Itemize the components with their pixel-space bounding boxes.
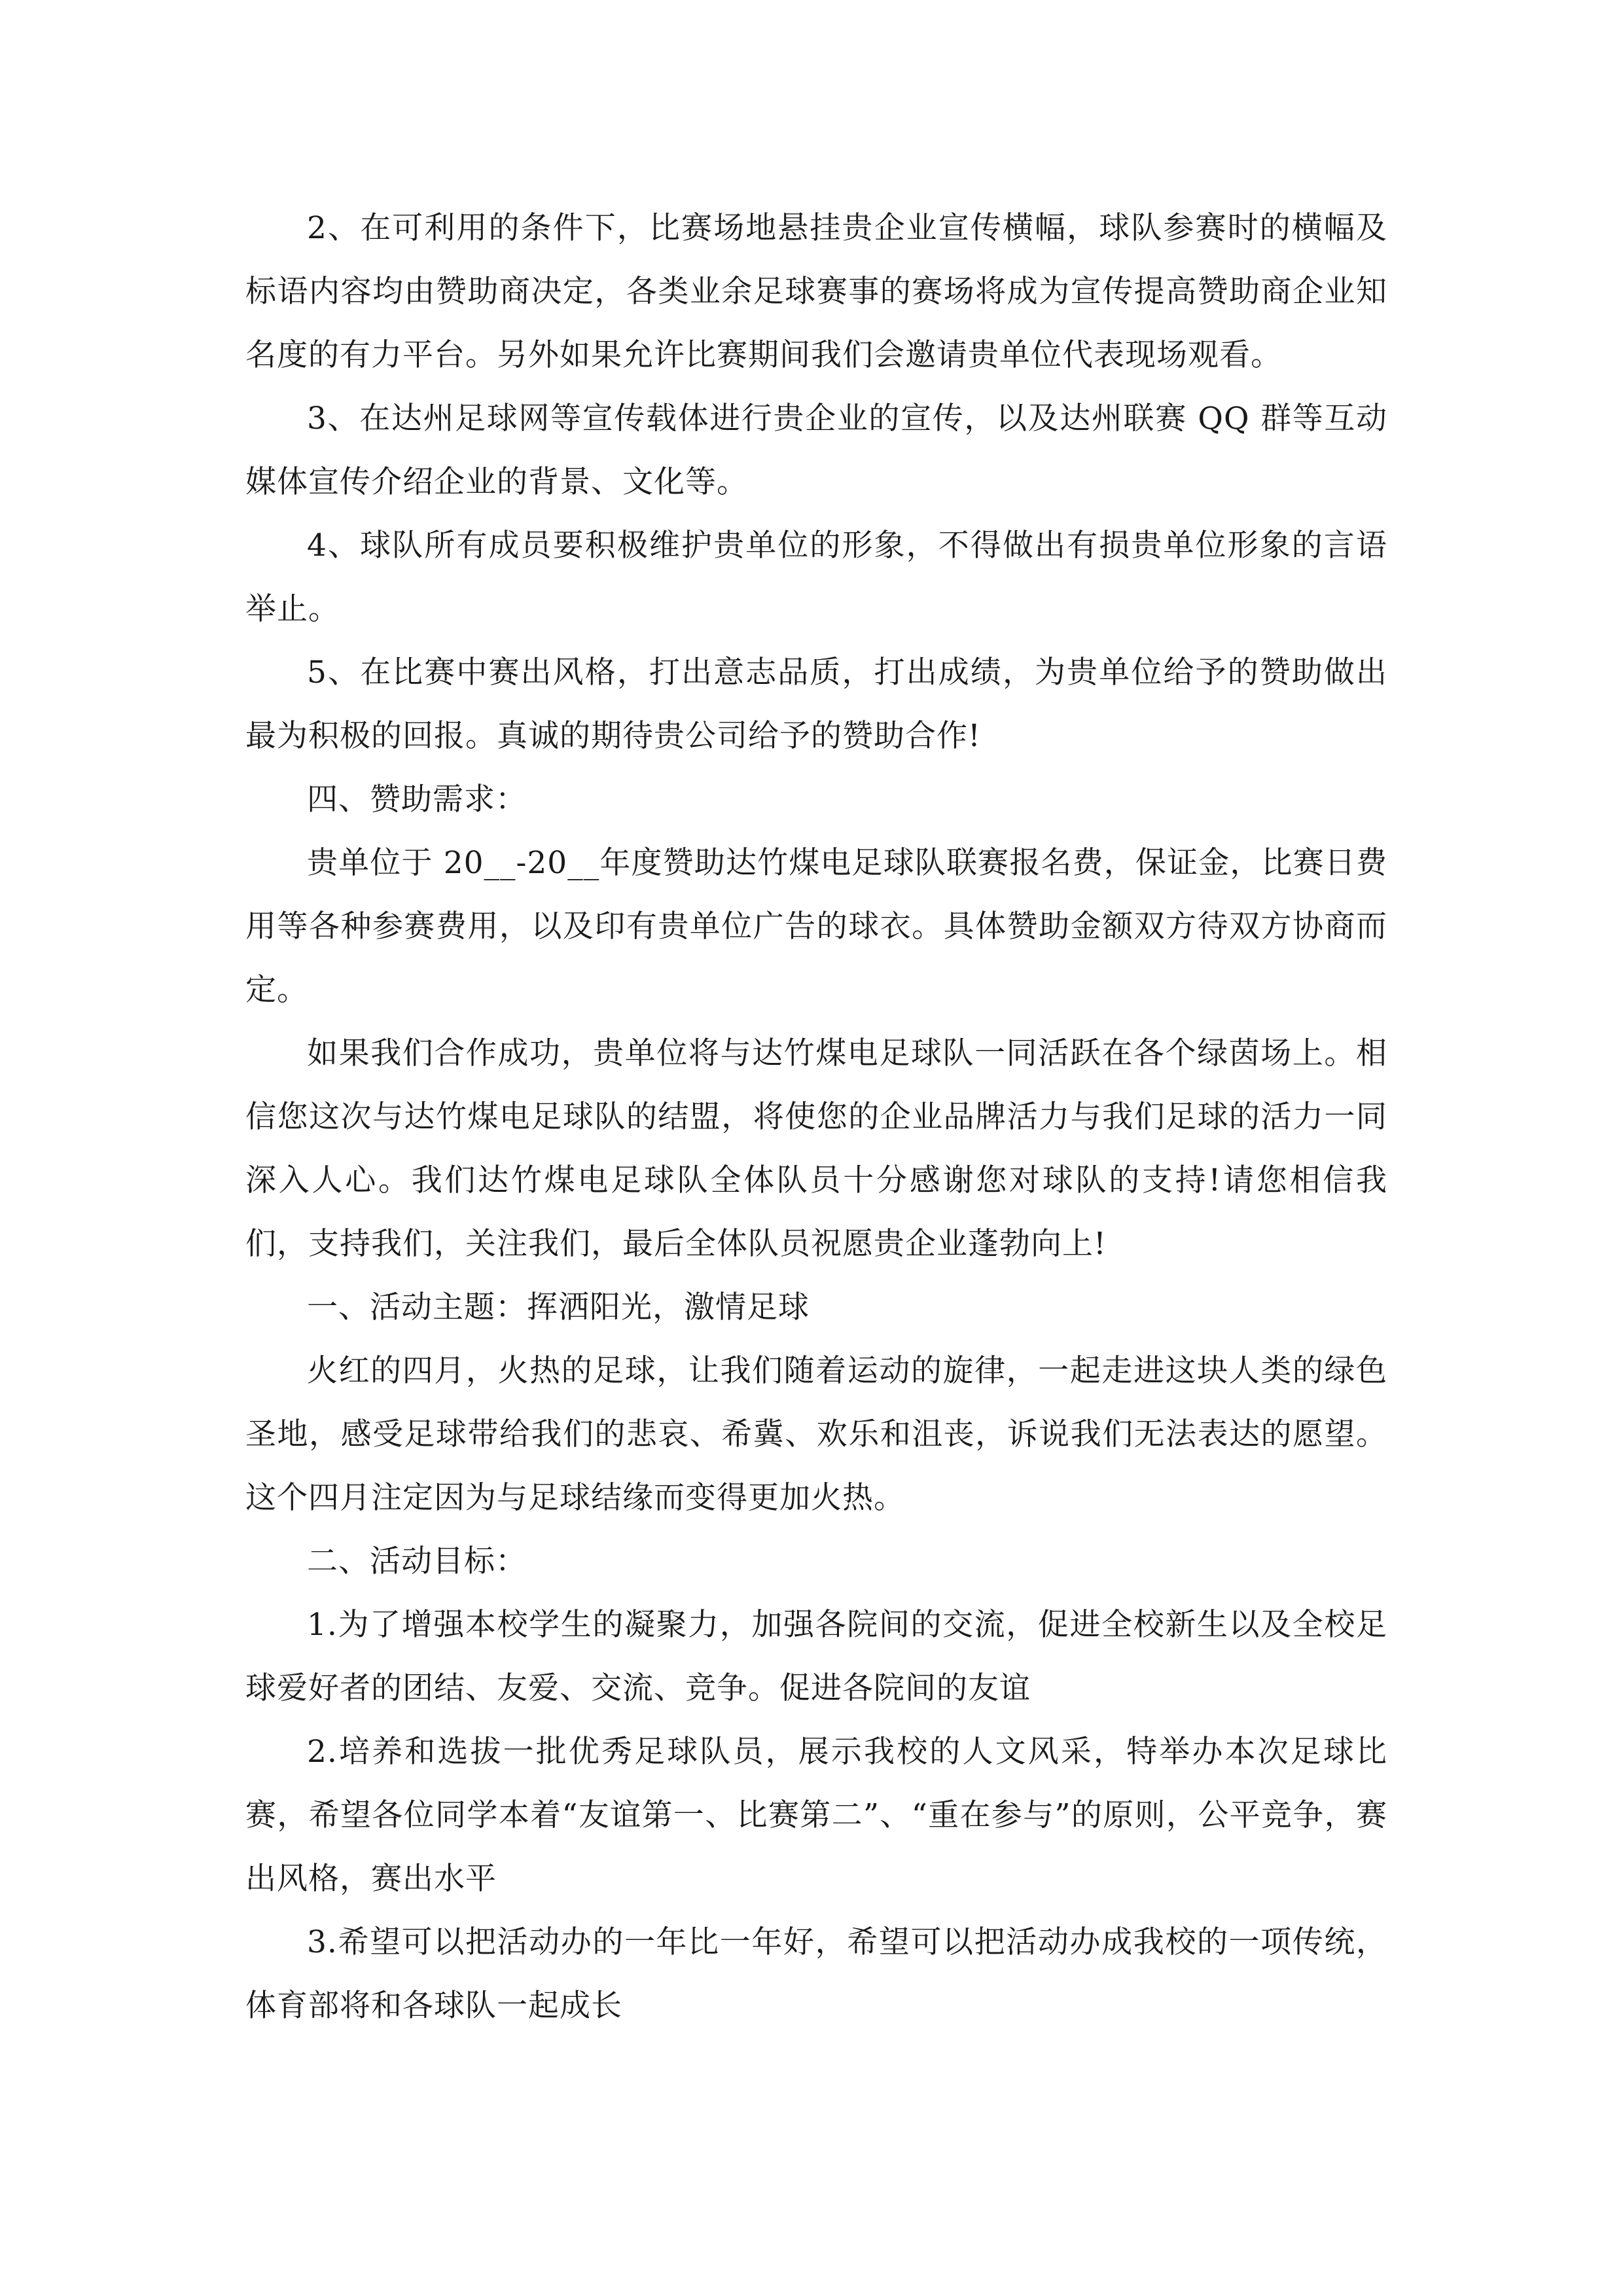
paragraph-activity-intro: 火红的四月，火热的足球，让我们随着运动的旋律，一起走进这块人类的绿色圣地，感受足球带给我们的悲哀、希冀、欢乐和沮丧，诉说我们无法表达的愿望。这个四月注定因为与足球结缘而变得更加火热。 (245, 1353, 1387, 1516)
paragraph-sponsor-image: 4、球队所有成员要积极维护贵单位的形象，不得做出有损贵单位形象的言语举止。 (245, 528, 1387, 627)
paragraph-sponsor-performance: 5、在比赛中赛出风格，打出意志品质，打出成绩，为贵单位给予的赞助做出最为积极的回报。真诚的期待贵公司给予的赞助合作! (245, 655, 1387, 754)
paragraph-goal-2: 2.培养和选拔一批优秀足球队员，展示我校的人文风采，特举办本次足球比赛，希望各位同学本着“友谊第一、比赛第二”、“重在参与”的原则，公平竞争，赛出风格，赛出水平 (245, 1734, 1387, 1897)
paragraph-goal-1: 1.为了增强本校学生的凝聚力，加强各院间的交流，促进全校新生以及全校足球爱好者的团结、友爱、交流、竞争。促进各院间的友谊 (245, 1607, 1387, 1706)
document-page (245, 196, 1387, 2037)
section-heading-sponsor-needs: 四、赞助需求： (307, 781, 527, 817)
paragraph-sponsor-promotion: 3、在达州足球网等宣传载体进行贵企业的宣传，以及达州联赛 QQ 群等互动媒体宣传介绍企业的背景、文化等。 (245, 401, 1387, 500)
section-heading-activity-theme: 一、活动主题：挥洒阳光，激情足球 (307, 1289, 810, 1325)
paragraph-goal-3: 3.希望可以把活动办的一年比一年好，希望可以把活动办成我校的一项传统，体育部将和各球队一起成长 (245, 1924, 1387, 2024)
section-heading-activity-goals: 二、活动目标： (307, 1543, 527, 1579)
paragraph-sponsor-banner: 2、在可利用的条件下，比赛场地悬挂贵企业宣传横幅，球队参赛时的横幅及标语内容均由赞助商决定，各类业余足球赛事的赛场将成为宣传提高赞助商企业知名度的有力平台。另外如果允许比赛期间我们会邀请贵单位代表现场观看。 (245, 210, 1387, 373)
paragraph-sponsor-needs: 贵单位于 20__-20__年度赞助达竹煤电足球队联赛报名费，保证金，比赛日费用等各种参赛费用，以及印有贵单位广告的球衣。具体赞助金额双方待双方协商而定。 (245, 845, 1387, 1008)
paragraph-cooperation: 如果我们合作成功，贵单位将与达竹煤电足球队一同活跃在各个绿茵场上。相信您这次与达竹煤电足球队的结盟，将使您的企业品牌活力与我们足球的活力一同深入人心。我们达竹煤电足球队全体队员十分感谢您对球队的支持!请您相信我们，支持我们，关注我们，最后全体队员祝愿贵企业蓬勃向上! (245, 1035, 1387, 1262)
